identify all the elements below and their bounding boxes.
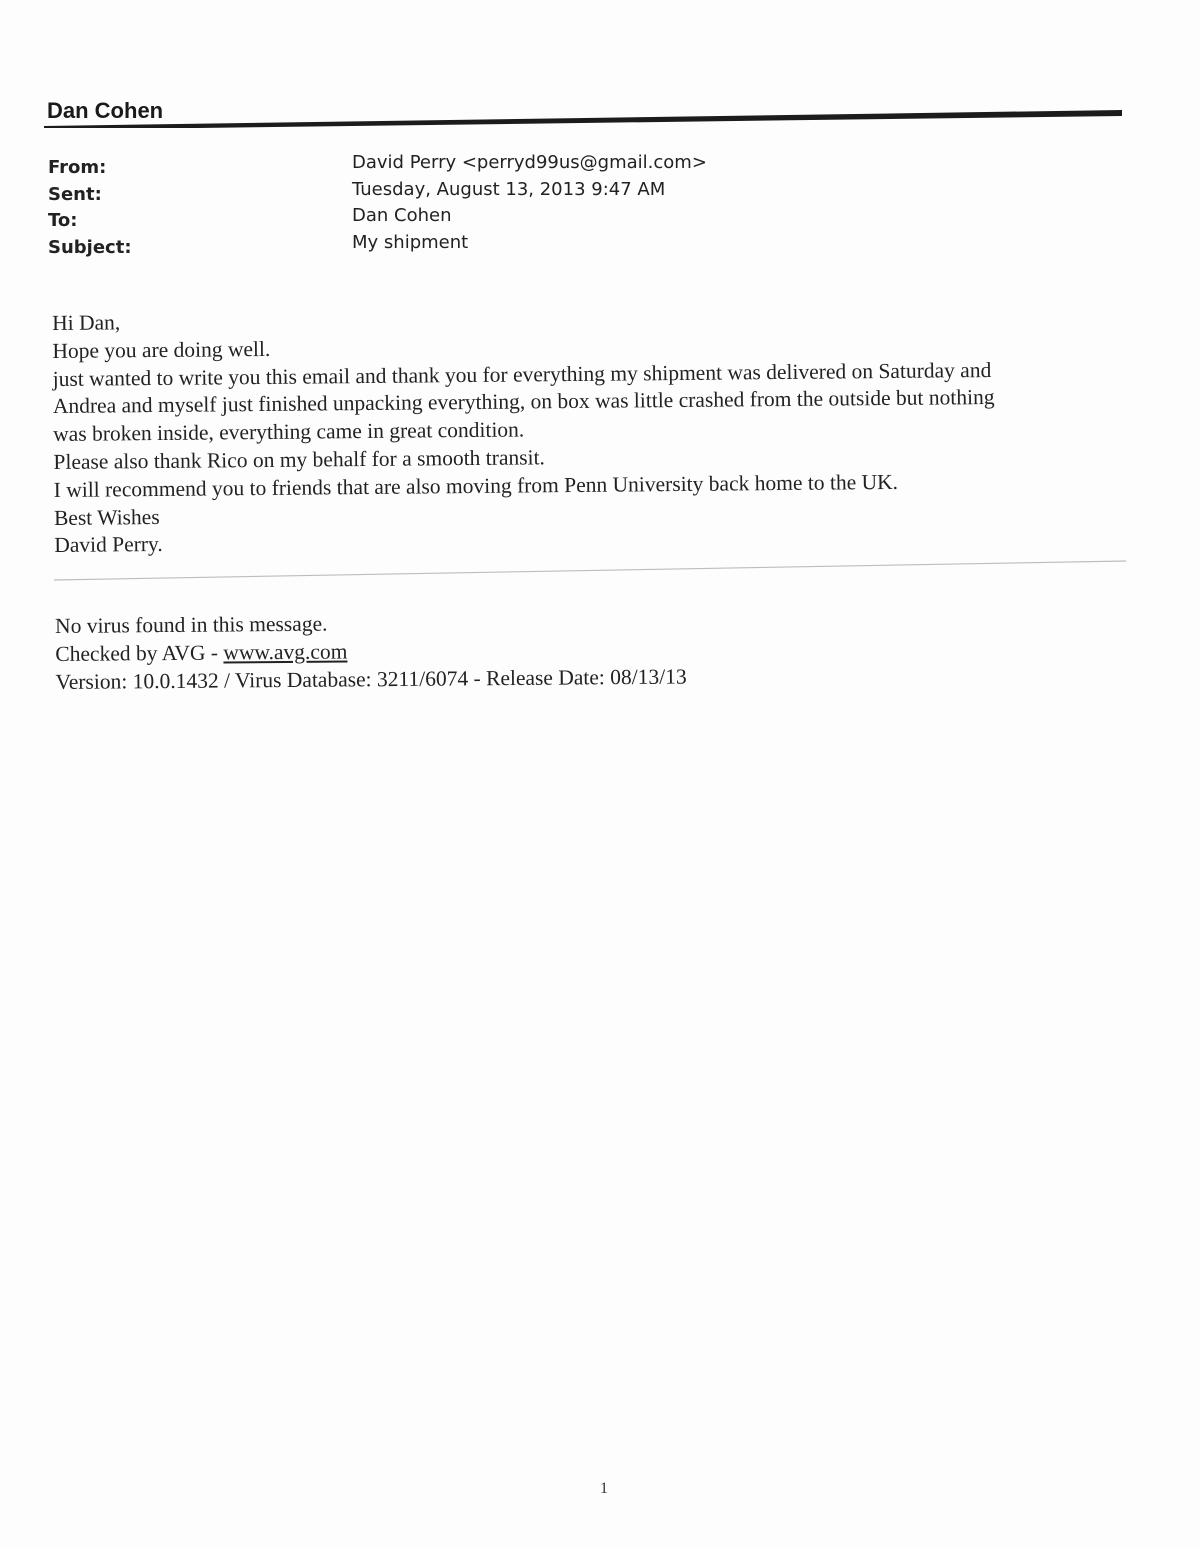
account-name: Dan Cohen xyxy=(47,98,164,123)
body-line: was broken inside, everything came in great condition. xyxy=(53,417,525,447)
virus-status-line: No virus found in this message. xyxy=(55,611,328,638)
checked-by-text: Checked by AVG - xyxy=(55,640,224,666)
body-line: Please also thank Rico on my behalf for a smooth transit. xyxy=(53,445,545,474)
subject-value: My shipment xyxy=(352,231,469,253)
from-label: From: xyxy=(48,157,107,178)
body-line: Andrea and myself just finished unpacking everything, on box was little crashed from the outside but nothing xyxy=(52,385,995,419)
body-line: Hi Dan, xyxy=(52,310,121,335)
body-footer-divider xyxy=(54,559,1126,583)
body-line: Best Wishes xyxy=(53,504,160,530)
sent-value: Tuesday, August 13, 2013 9:47 AM xyxy=(352,178,666,200)
page-number: 1 xyxy=(600,1480,608,1497)
version-line: Version: 10.0.1432 / Virus Database: 3211/6074 - Release Date: 08/13/13 xyxy=(55,664,687,694)
header-divider xyxy=(44,108,1122,128)
sent-label: Sent: xyxy=(48,183,102,205)
body-line: just wanted to write you this email and thank you for everything my shipment was delivered on Saturday and xyxy=(52,357,992,391)
from-value: David Perry <perryd99us@gmail.com> xyxy=(352,152,707,173)
subject-label: Subject: xyxy=(48,236,132,258)
body-line: I will recommend you to friends that are also moving from Penn University back home to the UK. xyxy=(53,469,899,502)
email-body xyxy=(52,300,1134,561)
to-label: To: xyxy=(48,210,78,231)
antivirus-footer xyxy=(55,606,687,696)
body-line: David Perry. xyxy=(54,532,163,558)
to-value: Dan Cohen xyxy=(352,205,452,226)
avg-link[interactable]: www.avg.com xyxy=(223,639,348,665)
body-line: Hope you are doing well. xyxy=(52,336,271,363)
